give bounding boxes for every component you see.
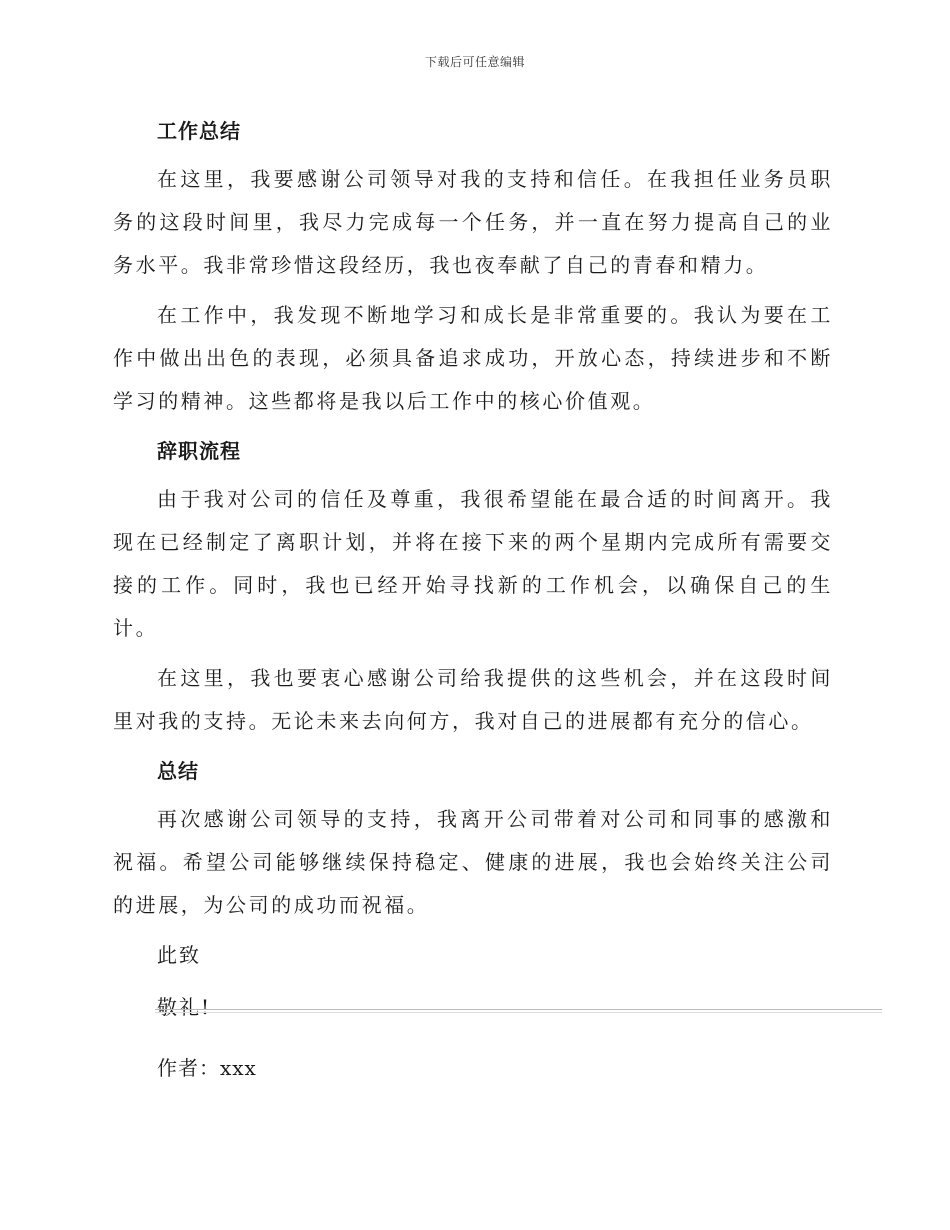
page-header-note: 下载后可任意编辑	[424, 55, 525, 69]
paragraph: 由于我对公司的信任及尊重，我很希望能在最合适的时间离开。我现在已经制定了离职计划，并将在接下来的两个星期内完成所有需要交接的工作。同时，我也已经开始寻找新的工作机会，以确保自己的生计。	[113, 487, 833, 640]
paragraph: 再次感谢公司领导的支持，我离开公司带着对公司和同事的感激和祝福。希望公司能够继续保持稳定、健康的进展，我也会始终关注公司的进展，为公司的成功而祝福。	[113, 807, 833, 917]
horizontal-divider	[155, 1009, 882, 1013]
paragraph: 在这里，我要感谢公司领导对我的支持和信任。在我担任业务员职务的这段时间里，我尽力完成每一个任务，并一直在努力提高自己的业务水平。我非常珍惜这段经历，我也夜奉献了自己的青春和精力。	[113, 167, 833, 277]
section-heading-conclusion: 总结	[157, 759, 199, 783]
document-body	[113, 110, 833, 1038]
paragraph: 在这里，我也要衷心感谢公司给我提供的这些机会，并在这段时间里对我的支持。无论未来去向何方，我对自己的进展都有充分的信心。	[113, 666, 833, 733]
closing-regards: 敬礼!	[157, 995, 212, 1019]
section-heading-work-summary: 工作总结	[157, 119, 241, 143]
closing-salutation: 此致	[157, 943, 201, 967]
section-heading-resignation-process: 辞职流程	[157, 439, 241, 463]
author-line: 作者：xxx	[157, 1056, 257, 1080]
paragraph: 在工作中，我发现不断地学习和成长是非常重要的。我认为要在工作中做出出色的表现，必须具备追求成功，开放心态，持续进步和不断学习的精神。这些都将是我以后工作中的核心价值观。	[113, 303, 833, 413]
